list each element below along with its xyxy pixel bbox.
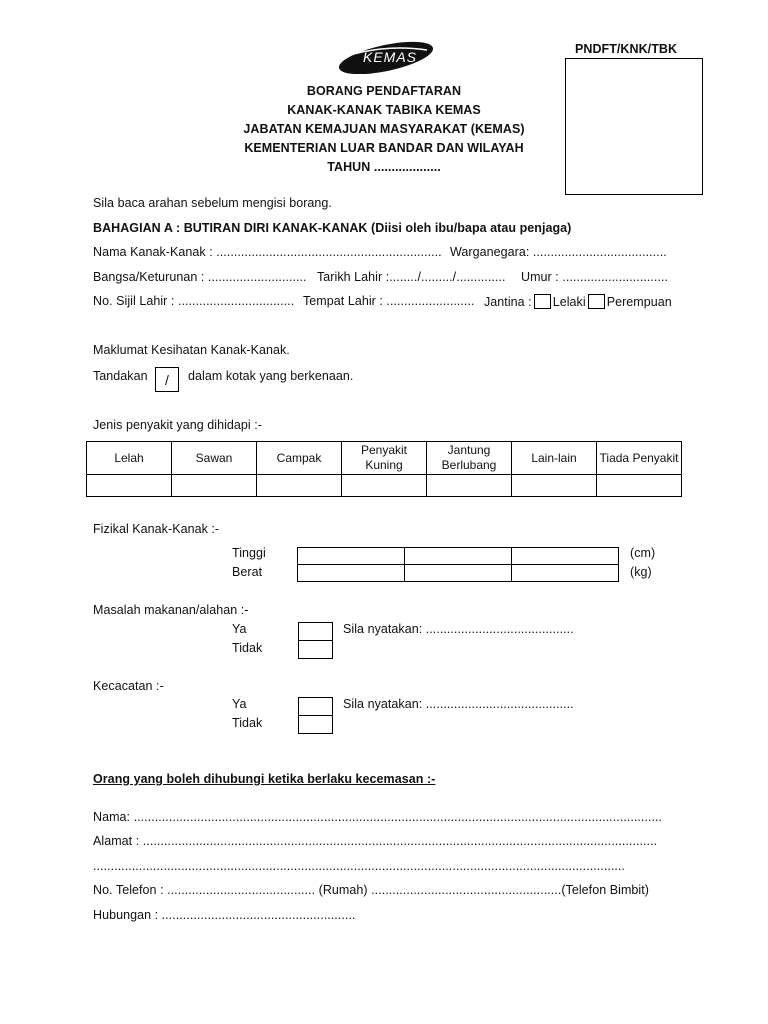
tick-example-box: / (155, 367, 179, 392)
disease-header-row (87, 442, 682, 475)
disease-cell[interactable] (87, 475, 172, 497)
female-label: Perempuan (606, 295, 672, 309)
emergency-contact-title: Orang yang boleh dihubungi ketika berlaku kecemasan :- (93, 772, 436, 786)
emergency-relationship-field[interactable]: Hubungan : ....................................................... (93, 908, 356, 922)
child-name-field[interactable]: Nama Kanak-Kanak : ................................................................ (93, 245, 442, 259)
disability-no-label: Tidak (232, 716, 263, 730)
disability-specify-field[interactable]: Sila nyatakan: .......................................... (343, 697, 574, 711)
svg-text:KEMAS: KEMAS (363, 49, 418, 65)
dob-field[interactable]: Tarikh Lahir :......../........./.............. (317, 270, 506, 284)
disease-cell[interactable] (427, 475, 512, 497)
disease-tick-row (87, 475, 682, 497)
male-label: Lelaki (552, 295, 586, 309)
form-title-line-1: BORANG PENDAFTARAN (306, 84, 462, 98)
health-title: Maklumat Kesihatan Kanak-Kanak. (93, 343, 290, 357)
emergency-address-line-2[interactable]: ....................................................................................................................................................... (93, 859, 625, 873)
food-yes-checkbox[interactable] (298, 622, 333, 641)
emergency-address-field[interactable]: Alamat : .................................................................................................................................................. (93, 834, 658, 848)
tick-instruction-suffix: dalam kotak yang berkenaan. (188, 369, 354, 383)
gender-group (484, 294, 672, 309)
form-title-line-4: KEMENTERIAN LUAR BANDAR DAN WILAYAH (244, 141, 524, 155)
disease-table (86, 441, 682, 497)
disease-header-epilepsy: Sawan (172, 442, 257, 475)
disease-header-measles: Campak (257, 442, 342, 475)
disability-no-checkbox[interactable] (298, 715, 333, 734)
instructions-text: Sila baca arahan sebelum mengisi borang. (93, 196, 332, 210)
physical-table (297, 547, 619, 582)
height-unit: (cm) (630, 546, 656, 560)
weight-label: Berat (232, 565, 263, 579)
disease-header-others: Lain-lain (512, 442, 597, 475)
weight-cell[interactable] (512, 565, 619, 582)
weight-cell[interactable] (405, 565, 512, 582)
race-field[interactable]: Bangsa/Keturunan : ............................ (93, 270, 307, 284)
emergency-phone-field[interactable]: No. Telefon : .......................................... (Rumah) ......................................................(Telefon Bimbit) (93, 883, 649, 897)
tick-instruction-prefix: Tandakan (93, 369, 148, 383)
gender-label: Jantina : (484, 295, 532, 309)
height-cell[interactable] (512, 548, 619, 565)
form-title-year: TAHUN ................... (327, 160, 441, 174)
nationality-field[interactable]: Warganegara: ...................................... (450, 245, 667, 259)
height-label: Tinggi (232, 546, 266, 560)
disease-header-jaundice: Penyakit Kuning (342, 442, 427, 475)
food-problem-title: Masalah makanan/alahan :- (93, 603, 249, 617)
disease-header-asthma: Lelah (87, 442, 172, 475)
disease-cell[interactable] (597, 475, 682, 497)
birthplace-field[interactable]: Tempat Lahir : ......................... (303, 294, 475, 308)
disease-label: Jenis penyakit yang dihidapi :- (93, 418, 263, 432)
height-cell[interactable] (298, 548, 405, 565)
male-checkbox[interactable] (534, 294, 551, 309)
reference-code: PNDFT/KNK/TBK (575, 42, 678, 56)
form-title-line-3: JABATAN KEMAJUAN MASYARAKAT (KEMAS) (243, 122, 525, 136)
birth-cert-field[interactable]: No. Sijil Lahir : ................................. (93, 294, 295, 308)
form-title-line-2: KANAK-KANAK TABIKA KEMAS (287, 103, 481, 117)
kemas-logo (337, 40, 435, 74)
disease-cell[interactable] (257, 475, 342, 497)
disability-title: Kecacatan :- (93, 679, 164, 693)
disease-cell[interactable] (172, 475, 257, 497)
disease-cell[interactable] (342, 475, 427, 497)
disability-yes-checkbox[interactable] (298, 697, 333, 716)
food-no-label: Tidak (232, 641, 263, 655)
emergency-name-field[interactable]: Nama: ...................................................................................................................................................... (93, 810, 663, 824)
age-field[interactable]: Umur : .............................. (521, 270, 669, 284)
physical-title: Fizikal Kanak-Kanak :- (93, 522, 220, 536)
female-checkbox[interactable] (588, 294, 605, 309)
food-yes-label: Ya (232, 622, 247, 636)
section-a-title: BAHAGIAN A : BUTIRAN DIRI KANAK-KANAK (Diisi oleh ibu/bapa atau penjaga) (93, 221, 572, 235)
weight-cell[interactable] (298, 565, 405, 582)
weight-row (298, 565, 619, 582)
disease-header-heart-hole: Jantung Berlubang (427, 442, 512, 475)
disability-yes-label: Ya (232, 697, 247, 711)
weight-unit: (kg) (630, 565, 652, 579)
food-no-checkbox[interactable] (298, 640, 333, 659)
food-specify-field[interactable]: Sila nyatakan: .......................................... (343, 622, 574, 636)
disease-header-none: Tiada Penyakit (597, 442, 682, 475)
height-row (298, 548, 619, 565)
disease-cell[interactable] (512, 475, 597, 497)
height-cell[interactable] (405, 548, 512, 565)
